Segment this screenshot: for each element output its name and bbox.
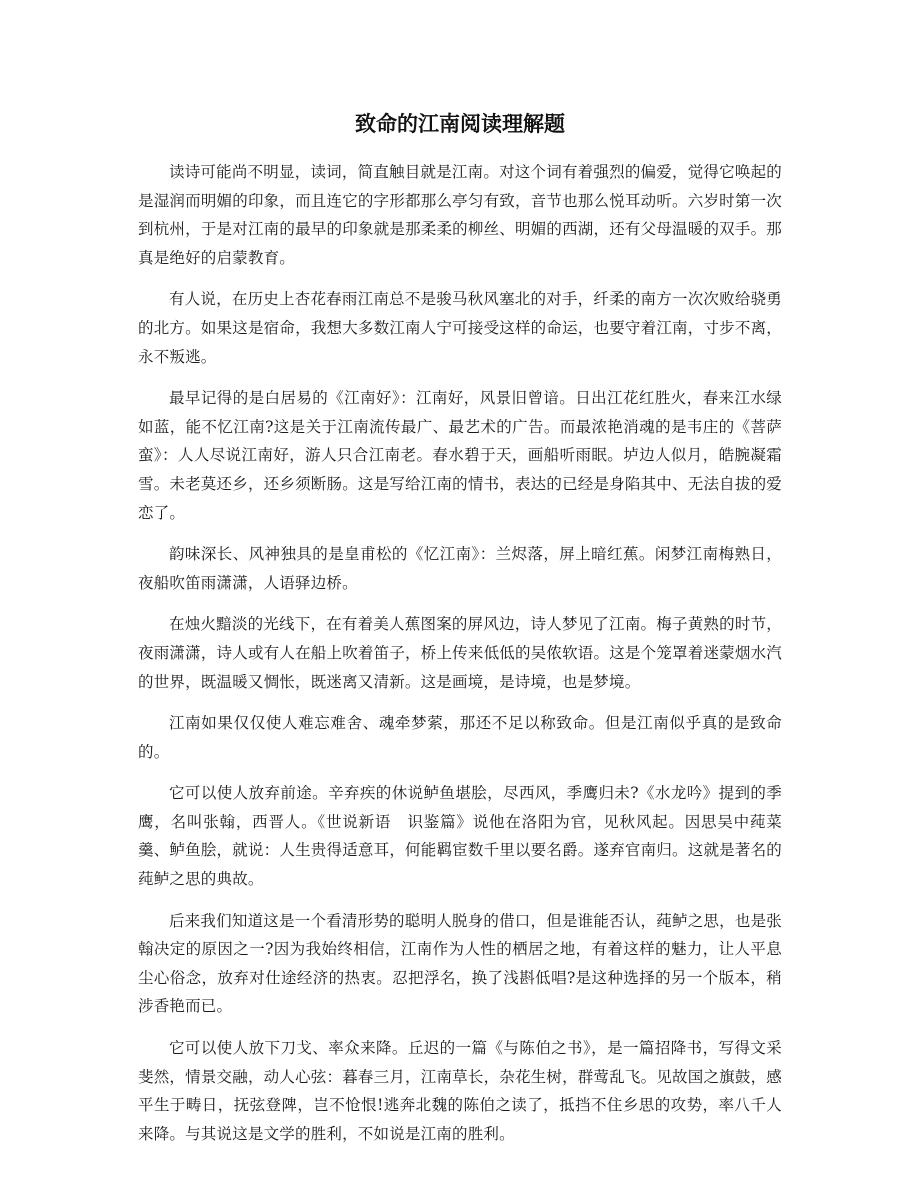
paragraph-5: 在烛火黯淡的光线下，在有着美人蕉图案的屏风边，诗人梦见了江南。梅子黄熟的时节，夜雨潇潇，诗人或有人在船上吹着笛子，桥上传来低低的吴侬软语。这是个笼罩着迷蒙烟水汽的世界，既温暖又惆怅，既迷离又清新。这是画境，是诗境，也是梦境。 <box>138 615 782 691</box>
paragraph-6: 江南如果仅仅使人难忘难舍、魂牵梦萦，那还不足以称致命。但是江南似乎真的是致命的。 <box>138 714 782 761</box>
document-title: 致命的江南阅读理解题 <box>355 112 565 136</box>
paragraph-4: 韵味深长、风神独具的是皇甫松的《忆江南》：兰烬落，屏上暗红蕉。闲梦江南梅熟日，夜船吹笛雨潇潇，人语驿边桥。 <box>138 545 782 592</box>
paragraph-8: 后来我们知道这是一个看清形势的聪明人脱身的借口，但是谁能否认，莼鲈之思，也是张翰决定的原因之一?因为我始终相信，江南作为人性的栖居之地，有着这样的魅力，让人平息尘心俗念，放弃对仕途经济的热衷。忍把浮名，换了浅斟低唱?是这种选择的另一个版本，稍涉香艳而已。 <box>138 911 782 1016</box>
paragraph-7: 它可以使人放弃前途。辛弃疾的休说鲈鱼堪脍，尽西风，季鹰归未?《水龙吟》提到的季鹰，名叫张翰，西晋人。《世说新语 识鉴篇》说他在洛阳为官，见秋风起。因思吴中莼菜羹、鲈鱼脍，就说：人生贵得适意耳，何能羁宦数千里以要名爵。遂弃官南归。这就是著名的莼鲈之思的典故。 <box>138 784 782 889</box>
paragraph-2: 有人说，在历史上杏花春雨江南总不是骏马秋风塞北的对手，纤柔的南方一次次败给骁勇的北方。如果这是宿命，我想大多数江南人宁可接受这样的命运，也要守着江南，寸步不离，永不叛逃。 <box>138 290 782 366</box>
paragraph-1: 读诗可能尚不明显，读词，简直触目就是江南。对这个词有着强烈的偏爱，觉得它唤起的是湿润而明媚的印象，而且连它的字形都那么亭匀有致，音节也那么悦耳动听。六岁时第一次到杭州，于是对江南的最早的印象就是那柔柔的柳丝、明媚的西湖，还有父母温暖的双手。那真是绝好的启蒙教育。 <box>138 163 782 267</box>
paragraph-3: 最早记得的是白居易的《江南好》：江南好，风景旧曾谙。日出江花红胜火，春来江水绿如蓝，能不忆江南?这是关于江南流传最广、最艺术的广告。而最浓艳消魂的是韦庄的《菩萨蛮》：人人尽说江南好，游人只合江南老。春水碧于天，画船听雨眠。垆边人似月，皓腕凝霜雪。未老莫还乡，还乡须断肠。这是写给江南的情书，表达的已经是身陷其中、无法自拔的爱恋了。 <box>138 389 782 522</box>
paragraph-9: 它可以使人放下刀戈、率众来降。丘迟的一篇《与陈伯之书》，是一篇招降书，写得文采斐然，情景交融，动人心弦：暮春三月，江南草长，杂花生树，群莺乱飞。见故国之旗鼓，感平生于畴日，抚弦登陴，岂不怆恨!逃奔北魏的陈伯之读了，抵挡不住乡思的攻势，率八千人来降。与其说这是文学的胜利，不如说是江南的胜利。 <box>138 1039 782 1143</box>
